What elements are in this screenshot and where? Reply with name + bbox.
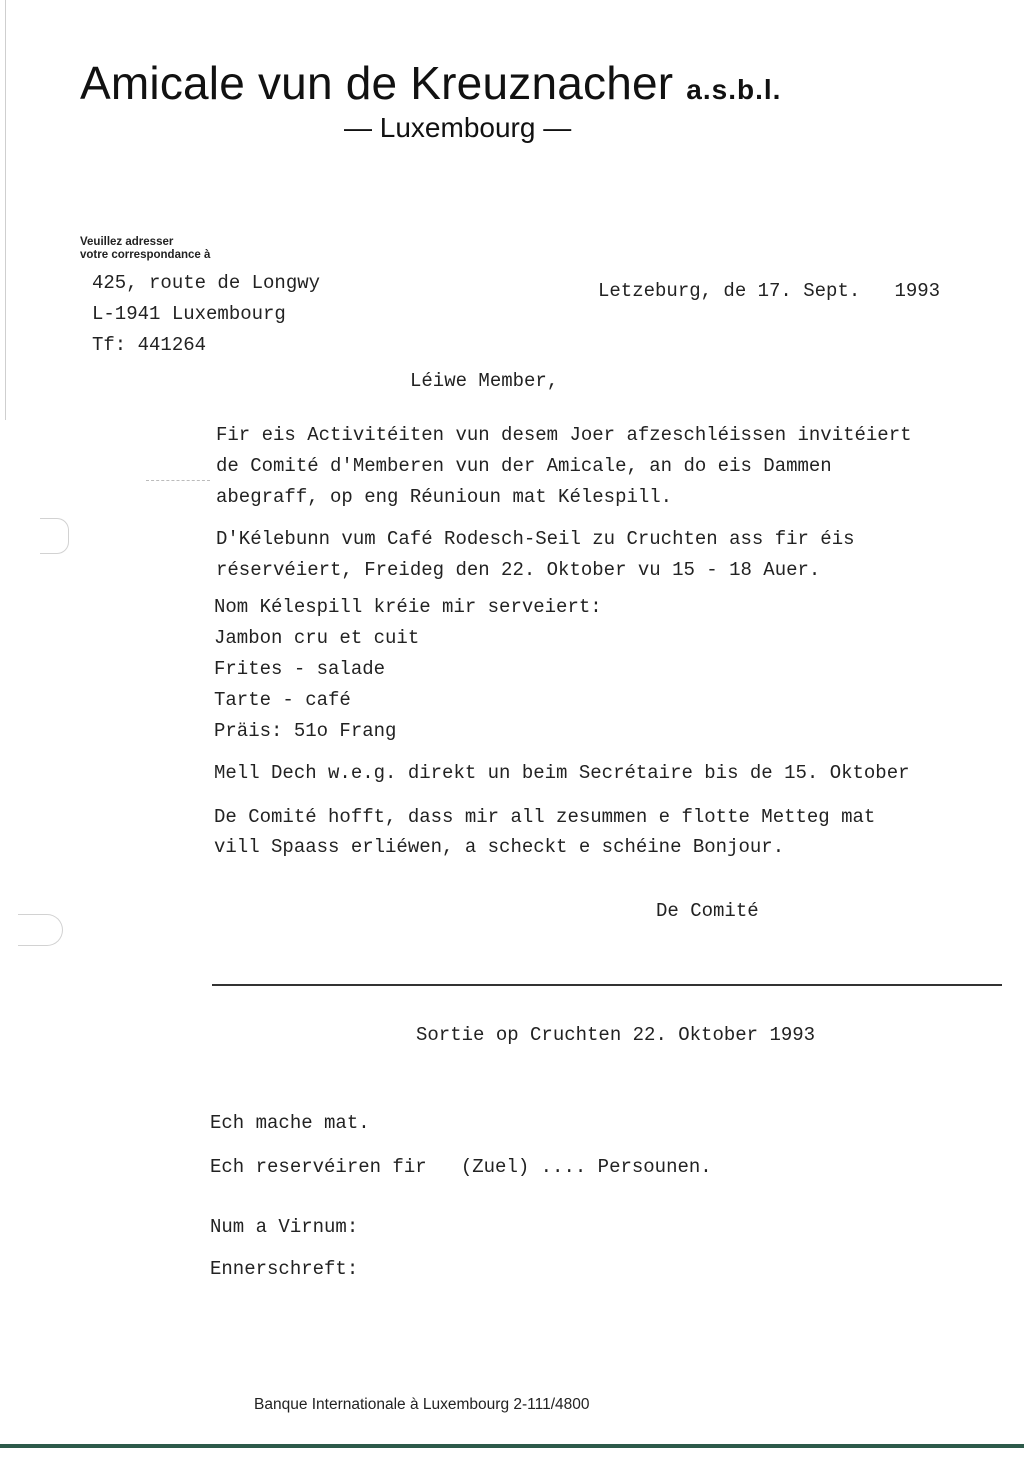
address-label-line2: votre correspondance à (80, 249, 211, 261)
paragraph-2-line: D'Kélebunn vum Café Rodesch-Seil zu Cruchten ass fir éis (216, 528, 855, 550)
letterhead-subtitle: — Luxembourg — (344, 112, 572, 143)
reply-slip-participate: Ech mache mat. (210, 1112, 370, 1134)
letterhead-title (80, 56, 781, 110)
address-label (80, 236, 210, 262)
paragraph-2-line: réservéiert, Freideg den 22. Oktober vu 15 - 18 Auer. (216, 559, 821, 581)
scan-edge-line (5, 0, 6, 420)
paragraph-1-line: abegraff, op eng Réunioun mat Kélespill. (216, 486, 673, 508)
address-line-phone: Tf: 441264 (92, 334, 207, 356)
menu-price: Präis: 51o Frang (214, 720, 397, 742)
letterhead-title-suffix: a.s.b.l. (686, 74, 782, 105)
address-line-street: 425, route de Longwy (92, 272, 321, 294)
reply-slip-reservation: Ech reservéiren fir (Zuel) .... Persounen. (210, 1156, 712, 1178)
footer-bank-details: Banque Internationale à Luxembourg 2-111/4800 (254, 1396, 590, 1413)
reply-slip-signature: Ennerschreft: (210, 1258, 359, 1280)
menu-item: Jambon cru et cuit (214, 627, 420, 649)
paragraph-3-line: Mell Dech w.e.g. direkt un beim Secrétaire bis de 15. Oktober (214, 762, 910, 784)
reply-slip-title: Sortie op Cruchten 22. Oktober 1993 (416, 1024, 816, 1046)
paragraph-4-line: vill Spaass erliéwen, a scheckt e schéine Bonjour. (214, 836, 785, 858)
paragraph-1-line: Fir eis Activitéiten vun desem Joer afzeschléissen invitéiert (216, 424, 912, 446)
address-line-city: L-1941 Luxembourg (92, 303, 286, 325)
footer-band (0, 1444, 1024, 1448)
menu-item: Tarte - café (214, 689, 351, 711)
punch-hole-mark (18, 914, 63, 946)
menu-item: Frites - salade (214, 658, 386, 680)
paragraph-4-line: De Comité hofft, dass mir all zesummen e flotte Metteg mat (214, 806, 876, 828)
reply-slip-name: Num a Virnum: (210, 1216, 359, 1238)
letterhead-title-text: Amicale vun de Kreuznacher (80, 57, 674, 109)
scan-dash-mark (146, 480, 210, 481)
menu-header: Nom Kélespill kréie mir serveiert: (214, 596, 602, 618)
punch-hole-mark (40, 518, 69, 554)
dateline: Letzeburg, de 17. Sept. 1993 (598, 280, 941, 302)
tear-off-divider (212, 984, 1002, 986)
signoff: De Comité (656, 900, 759, 922)
address-label-line1: Veuillez adresser (80, 236, 174, 248)
greeting: Léiwe Member, (410, 370, 559, 392)
paragraph-1-line: de Comité d'Memberen vun der Amicale, an do eis Dammen (216, 455, 832, 477)
